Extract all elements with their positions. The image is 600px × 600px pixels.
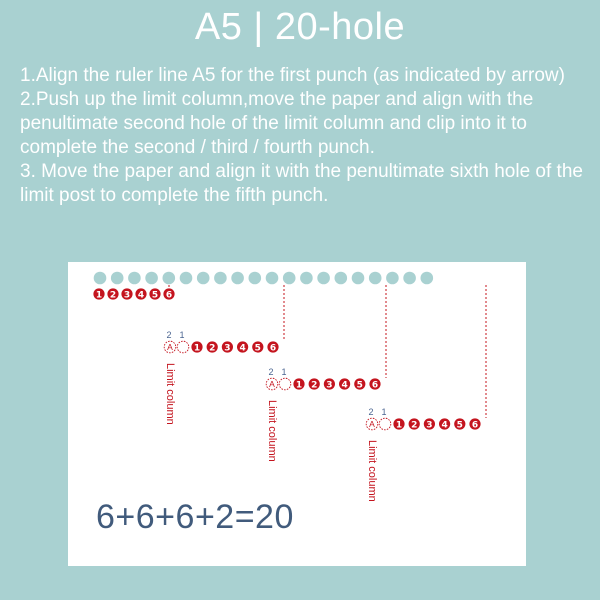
limit-column-label: Limit column (266, 400, 278, 462)
punch-hole (403, 272, 416, 285)
step-1: 1.Align the ruler line A5 for the first punch (as indicated by arrow) (20, 65, 565, 86)
small-label: 1 (281, 367, 287, 377)
punch-hole (197, 272, 210, 285)
punch-diagram-panel (68, 262, 526, 566)
number-badge-label: 5 (151, 290, 159, 301)
number-badge-label: 2 (209, 343, 216, 354)
number-badge-label: 1 (95, 290, 103, 301)
small-label: 1 (381, 407, 387, 417)
number-badge-label: 5 (456, 420, 463, 431)
number-badge-label: 4 (239, 343, 246, 354)
instructions (20, 64, 585, 208)
number-badge-label: 2 (109, 290, 117, 301)
number-badge-label: 5 (254, 343, 261, 354)
small-label: 1 (179, 330, 185, 340)
punch-hole (386, 272, 399, 285)
punch-hole (266, 272, 279, 285)
number-badge-label: 1 (295, 380, 303, 391)
number-badge-label: 6 (165, 290, 173, 301)
number-badge-label: 6 (371, 380, 379, 391)
number-badge-label: 3 (224, 343, 231, 354)
number-badge-label: 4 (441, 420, 448, 431)
number-badge-label: 3 (426, 420, 433, 431)
number-badge-label: 2 (311, 380, 318, 391)
hole-equation: 6+6+6+2=20 (96, 498, 294, 536)
step-2: 2.Push up the limit column,move the paper and align with the penultimate second hole of the limit column and clip into it to complete the second / third / fourth punch. (20, 89, 534, 158)
number-badge-label: 3 (123, 290, 131, 301)
punch-hole (214, 272, 227, 285)
small-label: 2 (268, 367, 274, 377)
punch-hole (145, 272, 158, 285)
step-3: 3. Move the paper and align it with the penultimate sixth hole of the limit post to complete the fifth punch. (20, 161, 583, 206)
punch-hole (421, 272, 434, 285)
limit-letter: A (167, 342, 173, 353)
punch-hole (283, 272, 296, 285)
number-badge-label: 1 (193, 343, 201, 354)
number-badge-label: 4 (137, 290, 145, 301)
punch-hole (300, 272, 313, 285)
small-label: 2 (166, 330, 172, 340)
small-label: 2 (368, 407, 374, 417)
limit-empty-ring (379, 418, 391, 430)
number-badge-label: 5 (356, 380, 363, 391)
punch-hole (180, 272, 193, 285)
limit-letter: A (269, 379, 275, 390)
punch-hole (369, 272, 382, 285)
limit-empty-ring (279, 378, 291, 390)
number-badge-label: 3 (326, 380, 333, 391)
punch-hole (94, 272, 107, 285)
punch-hole (317, 272, 330, 285)
number-badge-label: 1 (395, 420, 403, 431)
punch-hole (231, 272, 244, 285)
number-badge-label: 6 (471, 420, 479, 431)
limit-column-label: Limit column (164, 363, 176, 425)
limit-letter: A (369, 419, 375, 430)
number-badge-label: 2 (411, 420, 418, 431)
punch-hole (352, 272, 365, 285)
punch-hole (128, 272, 141, 285)
page-title: A5 | 20-hole (194, 6, 406, 48)
punch-hole (111, 272, 124, 285)
number-badge-label: 4 (341, 380, 348, 391)
limit-column-label: Limit column (366, 440, 378, 502)
punch-hole (249, 272, 262, 285)
punch-hole (163, 272, 176, 285)
limit-empty-ring (177, 341, 189, 353)
number-badge-label: 6 (269, 343, 277, 354)
punch-hole (335, 272, 348, 285)
